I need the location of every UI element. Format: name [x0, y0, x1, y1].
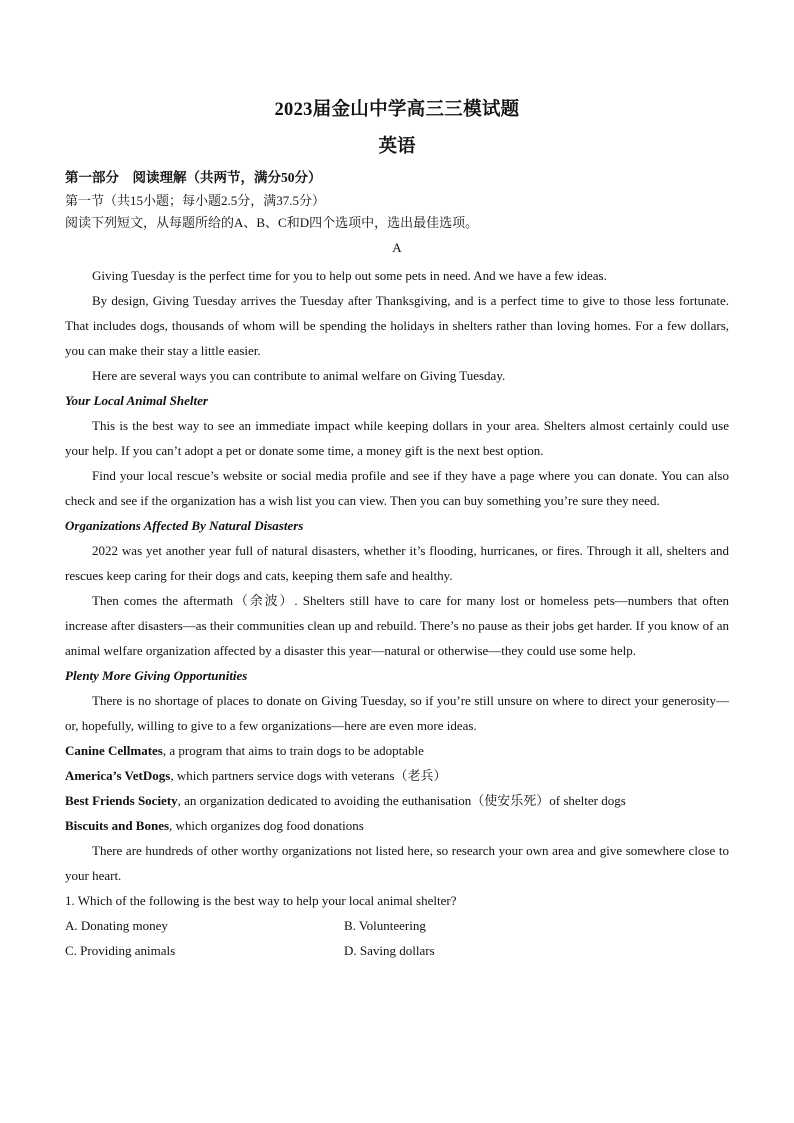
question-stem: 1. Which of the following is the best way to help your local animal shelter?	[65, 893, 457, 908]
organization-description: , a program that aims to train dogs to be adoptable	[162, 743, 424, 758]
passage-letter: A	[392, 240, 402, 255]
instruction: 阅读下列短文，从每题所给的A、B、C和D四个选项中，选出最佳选项。	[65, 215, 479, 230]
answer-options	[65, 913, 729, 963]
paragraph: Find your local rescue’s website or social media profile and see if they have a page where you can donate. You can also check and see if the organization has a wish list you can view. Then you can buy something you’re sure they need.	[65, 468, 729, 508]
organization-item	[65, 738, 729, 763]
organization-name: Canine Cellmates	[65, 743, 163, 758]
section-heading: Plenty More Giving Opportunities	[65, 668, 248, 683]
subject-title: 英语	[378, 137, 416, 157]
paragraph: There is no shortage of places to donate on Giving Tuesday, so if you’re still unsure on where to direct your generosity—or, hopefully, willing to give to a few organizations—here are even more ideas.	[65, 693, 729, 733]
paragraph: 2022 was yet another year full of natural disasters, whether it’s flooding, hurricanes, or fires. Through it all, shelters and rescues keep caring for their dogs and cats, keeping them safe and healthy.	[65, 543, 729, 583]
subsection-heading: 第一节（共15小题；每小题2.5分，满37.5分）	[65, 193, 326, 208]
part-heading: 第一部分 阅读理解（共两节，满分50分）	[65, 170, 322, 185]
organization-description: , which organizes dog food donations	[169, 818, 364, 833]
exam-title: 2023届金山中学高三三模试题	[274, 100, 520, 120]
section-heading: Your Local Animal Shelter	[65, 393, 208, 408]
paragraph: This is the best way to see an immediate impact while keeping dollars in your area. Shelters almost certainly could use your help. If you can’t adopt a pet or donate some time, a money gift is the next best option.	[65, 418, 729, 458]
closing-paragraph: There are hundreds of other worthy organizations not listed here, so research your own area and give somewhere close to your heart.	[65, 843, 729, 883]
organization-item	[65, 788, 729, 813]
paragraph: Here are several ways you can contribute to animal welfare on Giving Tuesday.	[92, 368, 506, 383]
organization-name: America’s VetDogs	[65, 768, 171, 783]
option-c: C. Providing animals	[65, 943, 176, 958]
paragraph: By design, Giving Tuesday arrives the Tuesday after Thanksgiving, and is a perfect time to give to those less fortunate. That includes dogs, thousands of whom will be spending the holidays in shelters rather than loving homes. For a few dollars, you can make their stay a little easier.	[65, 293, 729, 358]
organization-name: Best Friends Society	[65, 793, 178, 808]
paragraph: Giving Tuesday is the perfect time for you to help out some pets in need. And we have a few ideas.	[92, 268, 607, 283]
organization-name: Biscuits and Bones	[65, 818, 170, 833]
option-d: D. Saving dollars	[344, 943, 435, 958]
paragraph: Then comes the aftermath（余波）. Shelters still have to care for many lost or homeless pets—numbers that often increase after disasters—as their communities clean up and rebuild. There’s no pause as their jobs get harder. If you know of an animal welfare organization affected by a disaster this year—natural or otherwise—they could use some help.	[65, 593, 729, 658]
option-a: A. Donating money	[65, 918, 168, 933]
option-b: B. Volunteering	[344, 918, 426, 933]
organization-item	[65, 763, 729, 788]
organization-description: , which partners service dogs with veterans（老兵）	[170, 768, 447, 783]
section-heading: Organizations Affected By Natural Disasters	[65, 518, 304, 533]
organization-description: , an organization dedicated to avoiding the euthanisation（使安乐死）of shelter dogs	[177, 793, 626, 808]
organization-item	[65, 813, 729, 838]
